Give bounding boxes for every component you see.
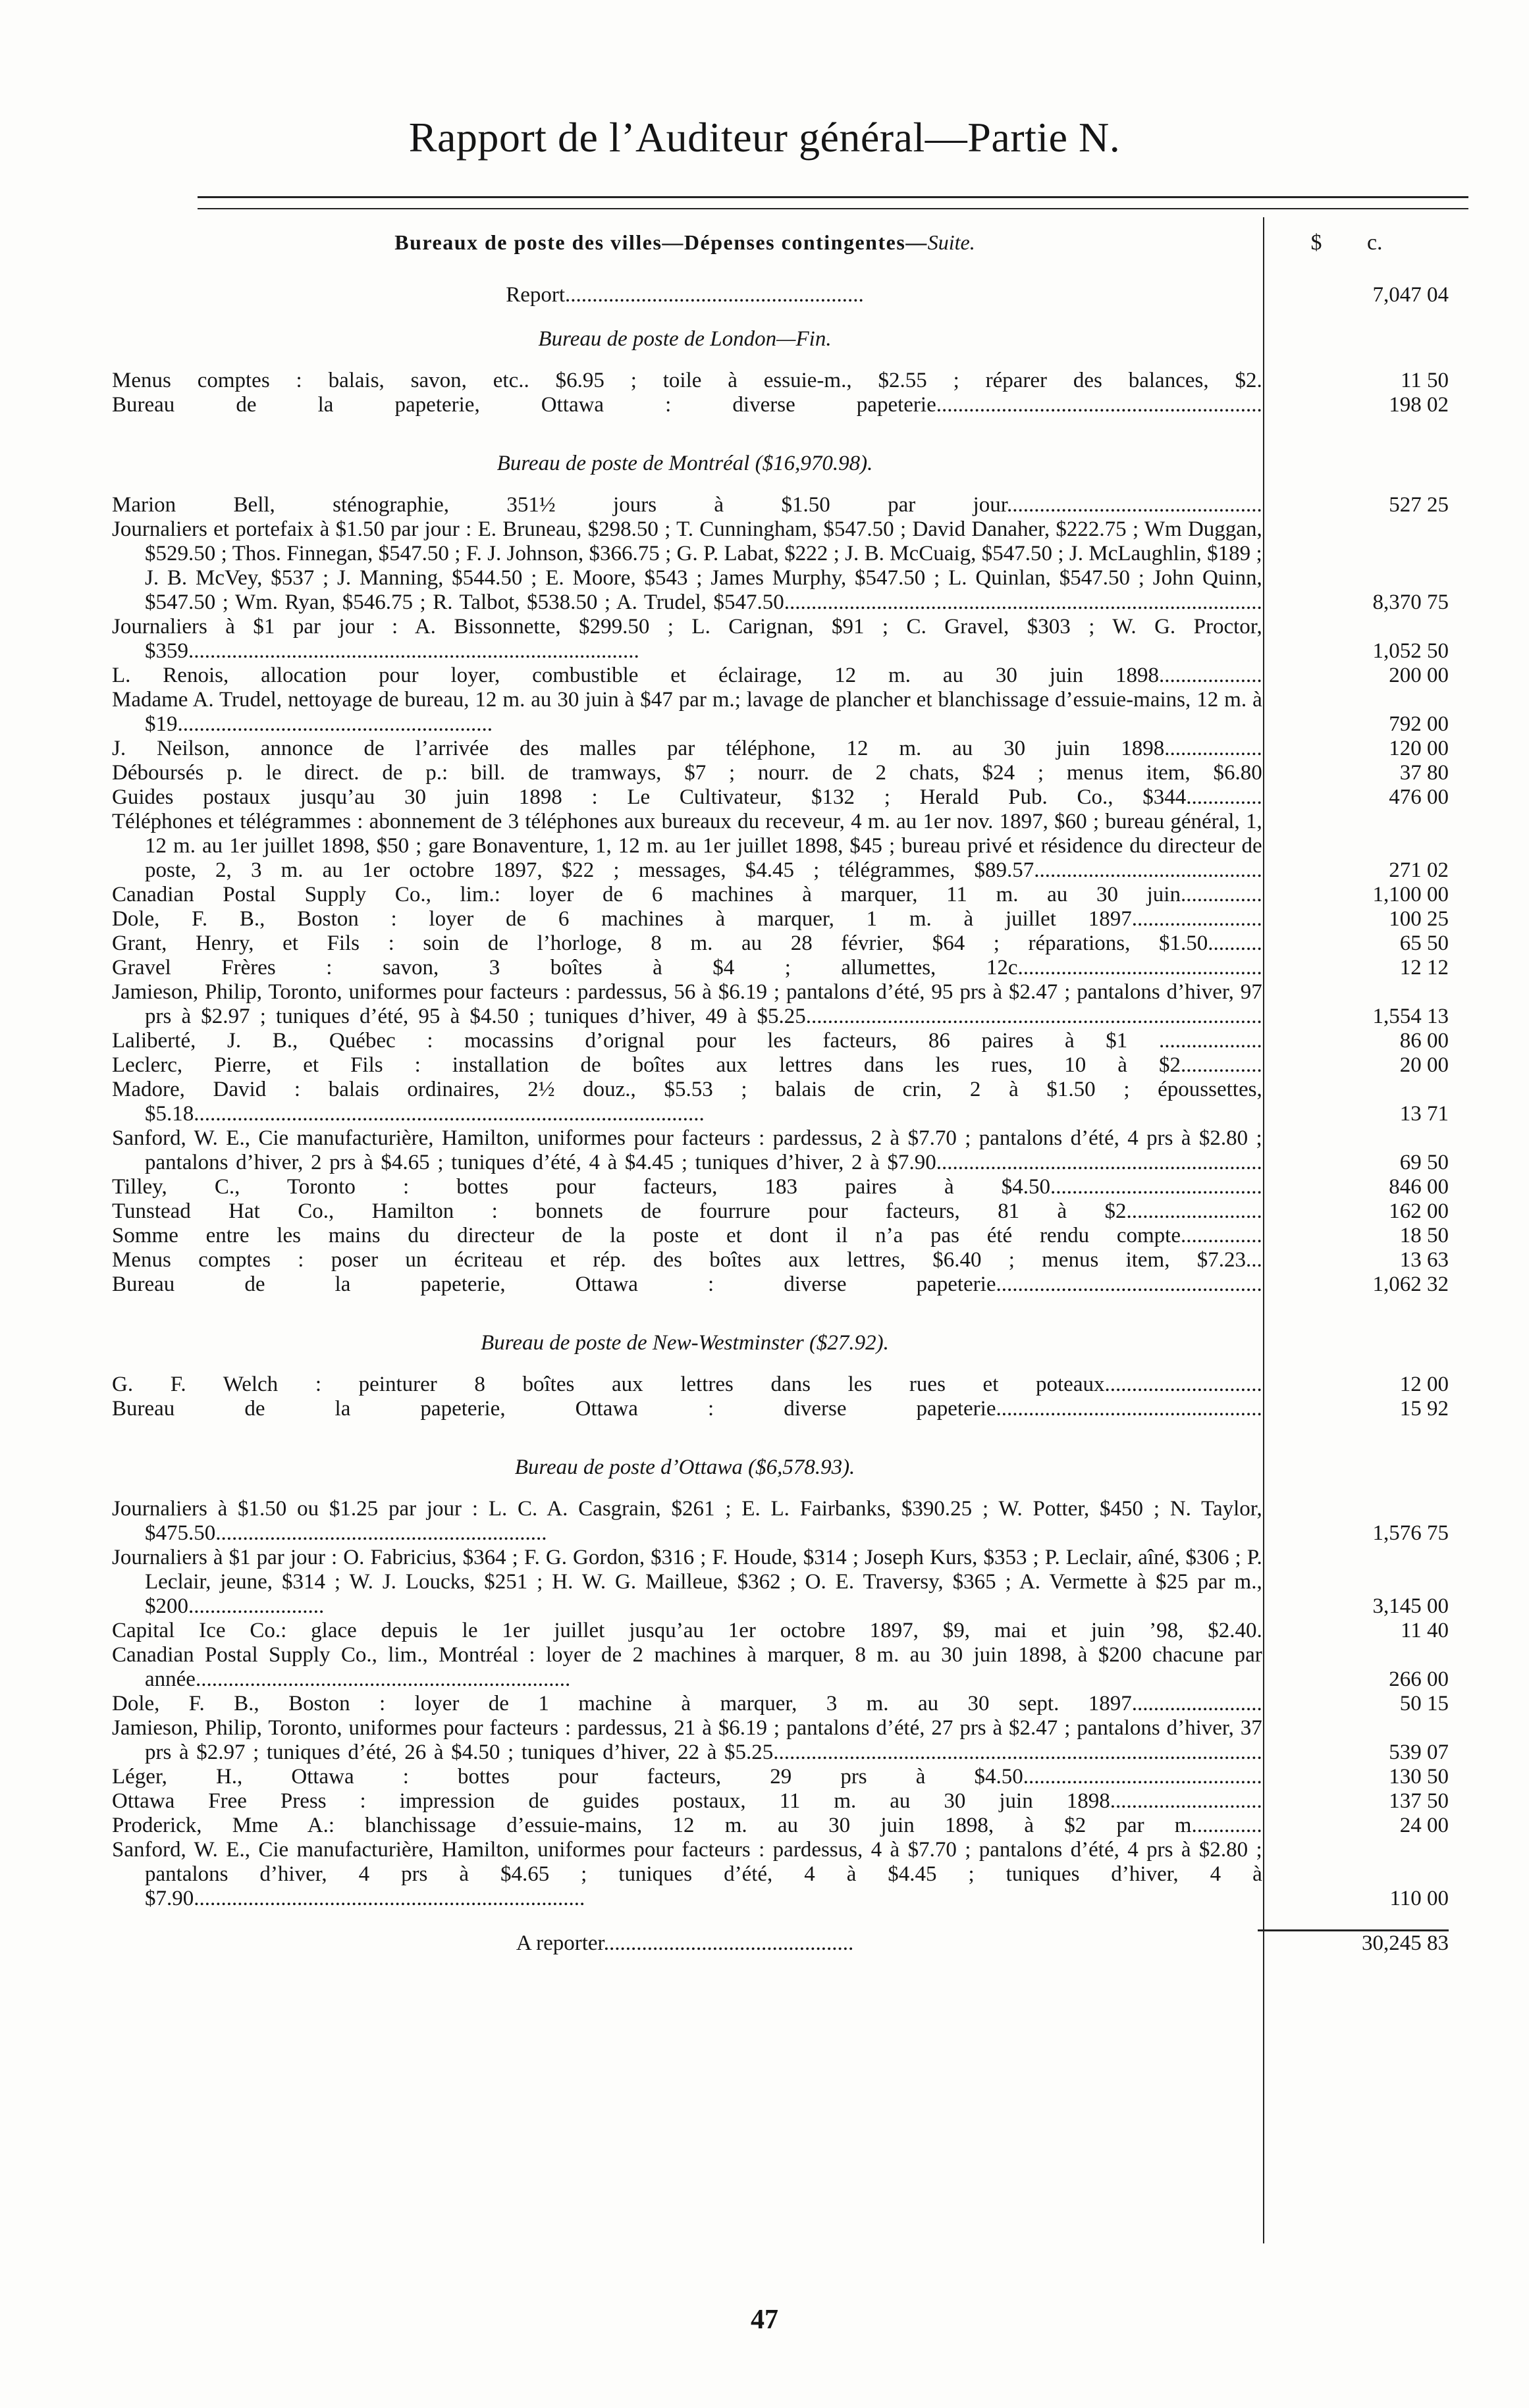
ledger-entry: [112, 1765, 1449, 1789]
entry-amount: 13 71: [1399, 1102, 1449, 1126]
entry-amount: 1,576 75: [1372, 1521, 1449, 1545]
entry-amount: 11 40: [1400, 1619, 1449, 1642]
entry-amount: 20 00: [1399, 1053, 1449, 1077]
entry-description: Bureau de la papeterie, Ottawa : diverse papeterie............................................................: [112, 393, 1262, 417]
section-title: Bureau de poste de New-Westminster ($27.92).: [481, 1331, 889, 1355]
entry-description: Proderick, Mme A.: blanchissage d’essuie-mains, 12 m. au 30 juin 1898, à $2 par m.............: [112, 1814, 1262, 1837]
entry-description: Laliberté, J. B., Québec : mocassins d’orignal pour les facteurs, 86 paires à $1 ...................: [112, 1029, 1262, 1053]
entry-description: Journaliers à $1 par jour : A. Bissonnette, $299.50 ; L. Carignan, $91 ; C. Gravel, $303 ; W. G. Proctor, $359...................................................................................: [112, 615, 1262, 663]
entry-amount: 120 00: [1389, 737, 1449, 760]
entry-amount: 846 00: [1389, 1175, 1449, 1199]
ledger-entry: [112, 369, 1449, 393]
entry-description: Sanford, W. E., Cie manufacturière, Hamilton, uniformes pour facteurs : pardessus, 2 à $7.70 ; pantalons d’été, 4 prs à $2.80 ; pantalons d’hiver, 2 prs à $4.65 ; tuniques d’été, 4 à $4.45 ; tuniques d’hiver, 2 à $7.90............................................................: [112, 1126, 1262, 1174]
ledger-entry: [112, 1175, 1449, 1199]
ledger-entry: [112, 1373, 1449, 1397]
table-header: [112, 230, 1258, 255]
entry-amount: 24 00: [1399, 1814, 1449, 1837]
entry-amount: 539 07: [1389, 1741, 1449, 1764]
ledger-entry: [112, 1838, 1449, 1911]
ledger-entry: [112, 1789, 1449, 1814]
entry-amount: 50 15: [1399, 1692, 1449, 1715]
entry-description: Grant, Henry, et Fils : soin de l’horloge, 8 m. au 28 février, $64 ; réparations, $1.50..........: [112, 931, 1262, 955]
entry-amount: 37 80: [1399, 761, 1449, 785]
entry-amount: 100 25: [1389, 907, 1449, 931]
ledger-entry: [112, 517, 1449, 615]
entry-description: Bureau de la papeterie, Ottawa : diverse papeterie.................................................: [112, 1397, 1262, 1421]
entry-description: Téléphones et télégrammes : abonnement de 3 téléphones aux bureaux du receveur, 4 m. au 1er nov. 1897, $60 ; bureau général, 1, 12 m. au 1er juillet 1898, $50 ; gare Bonaventure, 1, 12 m. au 1er juillet 1898, $45 ; bureau privé et résidence du directeur de poste, 2, 3 m. au 1er octobre 1897, $22 ; messages, $4.45 ; télégrammes, $89.57..........................................: [112, 810, 1262, 882]
report-label-text: Report: [506, 283, 566, 307]
entry-description: Menus comptes : balais, savon, etc.. $6.95 ; toile à essuie-m., $2.55 ; réparer des balances, $2.: [112, 369, 1262, 392]
ledger-entry: [112, 883, 1449, 907]
entry-description: Jamieson, Philip, Toronto, uniformes pour facteurs : pardessus, 21 à $6.19 ; pantalons d’été, 27 prs à $2.47 ; pantalons d’hiver, 37 prs à $2.97 ; tuniques d’été, 26 à $4.50 ; tuniques d’hiver, 22 à $5.25..........................................................................................: [112, 1716, 1262, 1764]
entry-description: Canadian Postal Supply Co., lim.: loyer de 6 machines à marquer, 11 m. au 30 juin...............: [112, 883, 1262, 906]
ledger-entry: [112, 1272, 1449, 1297]
report-line: [112, 283, 1449, 307]
report-label: Report.......................................................: [506, 283, 864, 307]
entry-amount: 792 00: [1389, 712, 1449, 736]
entry-amount: 130 50: [1389, 1765, 1449, 1789]
entry-description: Déboursés p. le direct. de p.: bill. de tramways, $7 ; nourr. de 2 chats, $24 ; menus item, $6.80: [112, 761, 1262, 785]
ledger-entry: [112, 1619, 1449, 1643]
ledger-entry: [112, 1497, 1449, 1546]
entry-amount: 65 50: [1399, 931, 1449, 955]
ledger-entry: [112, 493, 1449, 517]
entry-description: Marion Bell, sténographie, 351½ jours à $1.50 par jour...............................................: [112, 493, 1262, 517]
carry-label-text: A reporter: [516, 1931, 604, 1955]
table-header-suite: Suite.: [927, 230, 975, 254]
entry-amount: 13 63: [1399, 1248, 1449, 1272]
ledger-entry: [112, 664, 1449, 688]
entry-amount: 86 00: [1399, 1029, 1449, 1053]
entry-description: Tunstead Hat Co., Hamilton : bonnets de fourrure pour facteurs, 81 à $2.........................: [112, 1199, 1262, 1223]
entry-description: Gravel Frères : savon, 3 boîtes à $4 ; allumettes, 12c.............................................: [112, 956, 1262, 980]
entry-amount: 271 02: [1389, 858, 1449, 882]
ledger-entry: [112, 907, 1449, 931]
ledger-entry: [112, 785, 1449, 810]
ledger-entry: [112, 1199, 1449, 1224]
ledger-entry: [112, 1053, 1449, 1078]
section-title: Bureau de poste de London—Fin.: [538, 327, 832, 351]
entry-description: Dole, F. B., Boston : loyer de 6 machines à marquer, 1 m. à juillet 1897........................: [112, 907, 1262, 931]
entry-amount: 12 00: [1399, 1373, 1449, 1396]
entry-amount: 8,370 75: [1372, 590, 1449, 614]
entry-amount: 69 50: [1399, 1151, 1449, 1174]
ledger-entry: [112, 615, 1449, 664]
entry-amount: 1,062 32: [1372, 1272, 1449, 1296]
ledger-entry: [112, 1224, 1449, 1248]
entry-description: Capital Ice Co.: glace depuis le 1er juillet jusqu’au 1er octobre 1897, $9, mai et juin ’98, $2.40.: [112, 1619, 1262, 1642]
ledger-entry: [112, 1814, 1449, 1838]
currency-header: $ c.: [1310, 230, 1383, 255]
ledger-entry: [112, 1692, 1449, 1716]
entry-description: Ottawa Free Press : impression de guides postaux, 11 m. au 30 juin 1898............................: [112, 1789, 1262, 1813]
ledger-entry: [112, 980, 1449, 1029]
entry-description: Canadian Postal Supply Co., lim., Montréal : loyer de 2 machines à marquer, 8 m. au 30 juin 1898, à $200 chacune par année.....................................................................: [112, 1643, 1262, 1691]
entry-description: Léger, H., Ottawa : bottes pour facteurs, 29 prs à $4.50............................................: [112, 1765, 1262, 1789]
ledger-entry: [112, 956, 1449, 980]
ledger-entry: [112, 1248, 1449, 1272]
entry-description: Madore, David : balais ordinaires, 2½ douz., $5.53 ; balais de crin, 2 à $1.50 ; époussettes, $5.18..............................................................................................: [112, 1078, 1262, 1126]
sections-container: [112, 327, 1449, 1911]
entry-amount: 15 92: [1399, 1397, 1449, 1421]
entry-description: Jamieson, Philip, Toronto, uniformes pour facteurs : pardessus, 56 à $6.19 ; pantalons d’été, 95 prs à $2.47 ; pantalons d’hiver, 97 prs à $2.97 ; tuniques d’été, 95 à $4.50 ; tuniques d’hiver, 49 à $5.25....................................................................................: [112, 980, 1262, 1028]
carry-line: [112, 1929, 1449, 1956]
header-rule-bottom: [198, 208, 1468, 209]
entry-description: Leclerc, Pierre, et Fils : installation de boîtes aux lettres dans les rues, 10 à $2...............: [112, 1053, 1262, 1077]
ledger-entry: [112, 1126, 1449, 1175]
entry-description: Bureau de la papeterie, Ottawa : diverse papeterie.................................................: [112, 1272, 1262, 1296]
section-title: Bureau de poste de Montréal ($16,970.98).: [496, 452, 873, 475]
ledger-entry: [112, 393, 1449, 417]
ledger-entry: [112, 737, 1449, 761]
entry-description: Dole, F. B., Boston : loyer de 1 machine à marquer, 3 m. au 30 sept. 1897........................: [112, 1692, 1262, 1715]
entry-description: Menus comptes : poser un écriteau et rép. des boîtes aux lettres, $6.40 ; menus item, $7.23...: [112, 1248, 1262, 1272]
ledger-entry: [112, 1643, 1449, 1692]
header-rule-top: [198, 196, 1468, 198]
table-header-main: Bureaux de poste des villes—Dépenses contingentes—: [394, 230, 928, 254]
entry-description: Journaliers et portefaix à $1.50 par jour : E. Bruneau, $298.50 ; T. Cunningham, $547.50 ; David Danaher, $222.75 ; Wm Duggan, $529.50 ; Thos. Finnegan, $547.50 ; F. J. Johnson, $366.75 ; G. P. Labat, $222 ; J. B. McCuaig, $547.50 ; J. McLaughlin, $189 ; J. B. McVey, $537 ; J. Manning, $544.50 ; E. Moore, $543 ; James Murphy, $547.50 ; L. Quinlan, $547.50 ; John Quinn, $547.50 ; Wm. Ryan, $546.75 ; R. Talbot, $538.50 ; A. Trudel, $547.50........................................................................................: [112, 517, 1262, 614]
entry-description: Guides postaux jusqu’au 30 juin 1898 : Le Cultivateur, $132 ; Herald Pub. Co., $344..............: [112, 785, 1262, 809]
ledger-entry: [112, 1029, 1449, 1053]
page-number: 47: [751, 2305, 778, 2335]
entry-amount: 527 25: [1389, 493, 1449, 517]
entry-amount: 12 12: [1399, 956, 1449, 980]
entry-amount: 137 50: [1389, 1789, 1449, 1813]
ledger-entry: [112, 761, 1449, 785]
entry-description: L. Renois, allocation pour loyer, combustible et éclairage, 12 m. au 30 juin 1898...................: [112, 664, 1262, 687]
report-amount: 7,047 04: [1372, 283, 1449, 307]
entry-amount: 18 50: [1399, 1224, 1449, 1247]
section-title: Bureau de poste d’Ottawa ($6,578.93).: [514, 1455, 855, 1479]
entry-description: J. Neilson, annonce de l’arrivée des malles par téléphone, 12 m. au 30 juin 1898..................: [112, 737, 1262, 760]
carry-label: A reporter..............................................: [516, 1931, 854, 1955]
ledger-entry: [112, 1397, 1449, 1421]
entry-amount: 200 00: [1389, 664, 1449, 687]
ledger-entry: [112, 1716, 1449, 1765]
ledger-entry: [112, 810, 1449, 883]
entry-description: G. F. Welch : peinturer 8 boîtes aux lettres dans les rues et poteaux.............................: [112, 1373, 1262, 1396]
ledger-entry: [112, 688, 1449, 737]
carry-amount: 30,245 83: [1258, 1929, 1449, 1956]
entry-amount: 110 00: [1389, 1887, 1449, 1910]
entry-amount: 198 02: [1389, 393, 1449, 417]
ledger-entry: [112, 1078, 1449, 1126]
entry-description: Journaliers à $1.50 ou $1.25 par jour : L. C. A. Casgrain, $261 ; E. L. Fairbanks, $390.25 ; W. Potter, $450 ; N. Taylor, $475.50.............................................................: [112, 1497, 1262, 1545]
entry-description: Somme entre les mains du directeur de la poste et dont il n’a pas été rendu compte...............: [112, 1224, 1262, 1247]
entry-description: Journaliers à $1 par jour : O. Fabricius, $364 ; F. G. Gordon, $316 ; F. Houde, $314 ; Joseph Kurs, $353 ; P. Leclair, aîné, $306 ; P. Leclair, jeune, $314 ; W. J. Loucks, $251 ; H. W. G. Mailleue, $362 ; O. E. Traversy, $365 ; A. Vermette à $25 par m., $200.........................: [112, 1546, 1262, 1618]
page-title: Rapport de l’Auditeur général—Partie N.: [408, 114, 1121, 161]
entry-amount: 162 00: [1389, 1199, 1449, 1223]
entry-amount: 1,100 00: [1372, 883, 1449, 906]
entry-amount: 266 00: [1389, 1667, 1449, 1691]
entry-description: Sanford, W. E., Cie manufacturière, Hamilton, uniformes pour facteurs : pardessus, 4 à $7.70 ; pantalons d’été, 4 prs à $2.80 ; pantalons d’hiver, 4 prs à $4.65 ; tuniques d’été, 4 à $4.45 ; tuniques d’hiver, 4 à $7.90........................................................................: [112, 1838, 1262, 1910]
entry-amount: 11 50: [1400, 369, 1449, 392]
entry-description: Tilley, C., Toronto : bottes pour facteurs, 183 paires à $4.50.......................................: [112, 1175, 1262, 1199]
entry-amount: 1,554 13: [1372, 1005, 1449, 1028]
ledger-entry: [112, 1546, 1449, 1619]
entry-amount: 476 00: [1389, 785, 1449, 809]
entry-amount: 1,052 50: [1372, 639, 1449, 663]
ledger-entry: [112, 931, 1449, 956]
entry-description: Madame A. Trudel, nettoyage de bureau, 12 m. au 30 juin à $47 par m.; lavage de plancher et blanchissage d’essuie-mains, 12 m. à $19..........................................................: [112, 688, 1262, 736]
ledger-body: [112, 283, 1449, 1956]
entry-amount: 3,145 00: [1372, 1594, 1449, 1618]
